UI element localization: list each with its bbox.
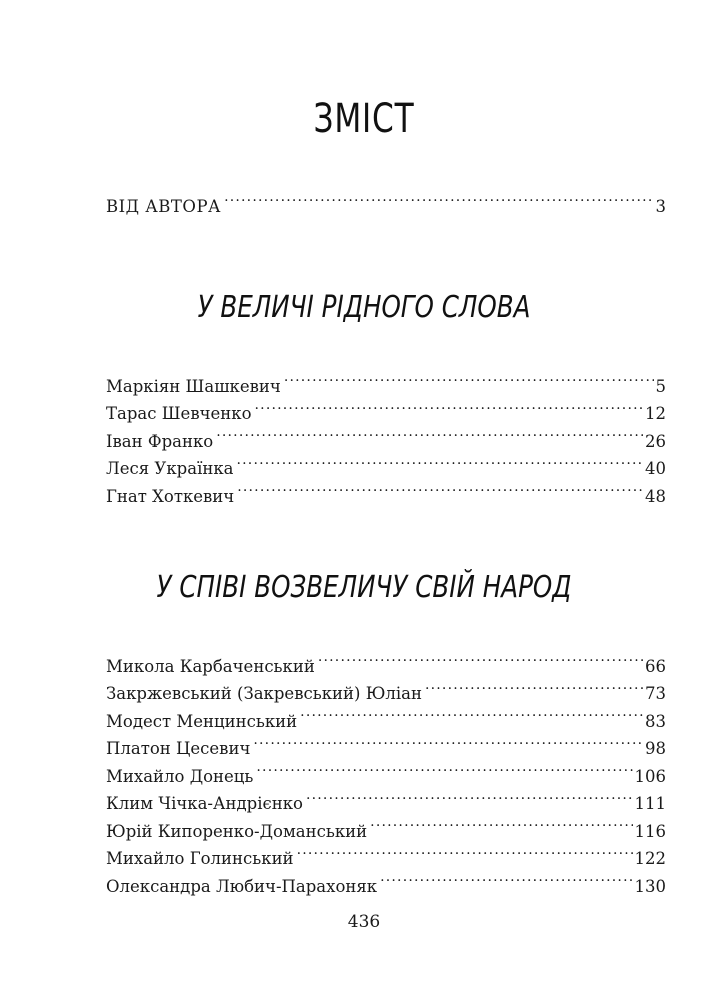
dot-leader: [237, 447, 644, 475]
section-heading-1: У ВЕЛИЧІ РІДНОГО СЛОВА: [197, 290, 531, 325]
toc-entry-page: 116: [634, 821, 666, 841]
toc-entry-page: 40: [645, 459, 666, 478]
dot-leader: [318, 644, 643, 672]
dot-leader: [380, 864, 632, 892]
toc-entry-label: Олександра Любич-Парахоняк: [106, 876, 378, 896]
toc-entry-page: 48: [645, 486, 666, 506]
toc-section-2: [106, 644, 666, 896]
dot-leader: [253, 727, 643, 755]
dot-leader: [425, 672, 643, 700]
toc-intro: [106, 184, 666, 216]
section-heading-2: У СПІВІ ВОЗВЕЛИЧУ СВІЙ НАРОД: [156, 570, 572, 605]
toc-entry-label: Юрій Кипоренко-Доманський: [106, 821, 368, 841]
dot-leader: [237, 474, 643, 502]
toc-entry-label: Леся Українка: [106, 459, 234, 478]
toc-entry-page: 106: [634, 766, 666, 786]
toc-entry-label: Закржевський (Закревський) Юліан: [106, 684, 422, 703]
toc-entry-intro: [106, 184, 666, 216]
toc-entry-page: 111: [634, 794, 666, 813]
dot-leader: [216, 419, 643, 447]
dot-leader: [284, 364, 654, 392]
page-title: ЗМІСТ: [313, 96, 415, 142]
toc-entry-page: 83: [645, 711, 666, 731]
toc-entry-label: Маркіян Шашкевич: [106, 376, 281, 396]
toc-entry-label: Клим Чічка-Андрієнко: [106, 794, 303, 813]
toc-entry-label: Іван Франко: [106, 431, 214, 451]
toc-entry-page: 26: [645, 431, 666, 451]
dot-leader: [255, 392, 643, 420]
toc-entry-label: Тарас Шевченко: [106, 404, 252, 423]
toc-entry-label: ВІД АВТОРА: [106, 196, 222, 216]
toc-entry-page: 122: [634, 849, 666, 868]
toc-entry-label: Михайло Голинський: [106, 849, 294, 868]
toc-entry-page: 3: [655, 196, 666, 216]
dot-leader: [297, 837, 633, 865]
toc-entry-page: 66: [645, 656, 666, 676]
toc-entry-label: Модест Менцинський: [106, 711, 298, 731]
toc-entry-label: Михайло Донець: [106, 766, 254, 786]
toc-entry: [106, 364, 666, 396]
toc-entry-page: 73: [645, 684, 666, 703]
toc-entry-page: 98: [645, 739, 666, 758]
toc-entry-page: 12: [645, 404, 666, 423]
page-number: 436: [347, 912, 381, 932]
toc-entry-label: Платон Цесевич: [106, 739, 251, 758]
dot-leader: [306, 782, 633, 810]
toc-section-1: [106, 364, 666, 506]
dot-leader: [256, 754, 632, 782]
toc-entry: [106, 644, 666, 676]
dot-leader: [224, 184, 653, 212]
dot-leader: [370, 809, 632, 837]
toc-entry-label: Микола Карбаченський: [106, 656, 315, 676]
toc-entry-page: 5: [655, 376, 666, 396]
toc-entry-page: 130: [634, 876, 666, 896]
toc-entry-label: Гнат Хоткевич: [106, 486, 235, 506]
dot-leader: [300, 699, 643, 727]
